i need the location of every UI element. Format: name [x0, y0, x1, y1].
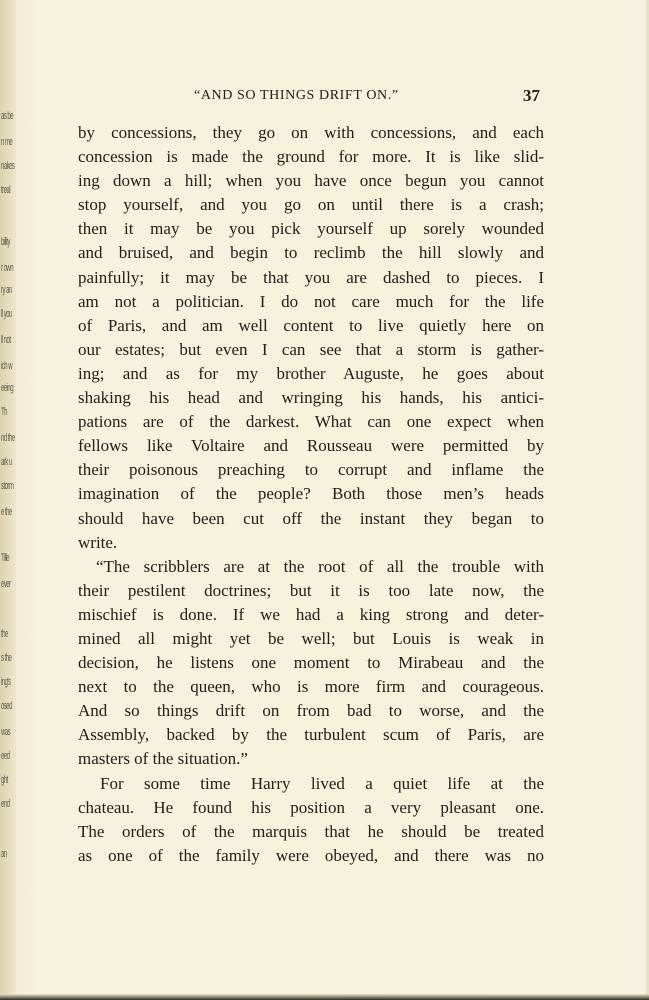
margin-fragment: ark u	[1, 456, 12, 468]
margin-fragment: was	[1, 726, 11, 738]
margin-fragment: Th	[1, 406, 7, 418]
margin-fragment: eeing	[1, 382, 14, 394]
margin-fragment: ll you	[1, 308, 12, 320]
margin-fragment: nd the	[1, 432, 15, 444]
text-line: should have been cut off the instant they began to	[78, 508, 544, 528]
margin-fragment: eed	[1, 750, 10, 762]
margin-fragment: ry an	[1, 284, 12, 296]
margin-fragment: ing's	[1, 676, 11, 688]
text-line: next to the queen, who is more firm and courageous.	[78, 677, 544, 697]
text-line: pations are of the darkest. What can one expect when	[78, 412, 544, 432]
text-line: painfully; it may be that you are dashed to pieces. I	[78, 267, 544, 287]
text-line: am not a politician. I do not care much for the life	[78, 291, 544, 311]
text-line: ing; and as for my brother Auguste, he goes about	[78, 363, 544, 383]
margin-fragment: r own	[1, 262, 14, 274]
page-bottom-edge	[0, 994, 649, 1000]
text-line: mined all might yet be well; but Louis is weak in	[78, 628, 544, 648]
margin-fragment: treal	[1, 184, 11, 196]
margin-fragment: n me	[1, 136, 13, 148]
text-line: then it may be you pick yourself up sorely wounded	[78, 219, 544, 239]
margin-fragment: e the	[1, 506, 12, 518]
text-line: and bruised, and begin to reclimb the hill slowly and	[78, 243, 544, 263]
text-line: Assembly, backed by the turbulent scum of Paris, are	[78, 725, 544, 745]
text-line: by concessions, they go on with concessions, and each	[78, 123, 544, 142]
text-line: decision, he listens one moment to Mirabeau and the	[78, 653, 544, 673]
text-line: imagination of the people? Both those men’s heads	[78, 484, 544, 504]
page-header	[194, 86, 544, 108]
margin-fragment: osed	[1, 700, 12, 712]
margin-fragment: storm	[1, 480, 14, 492]
text-line: their poisonous preaching to corrupt and inflame the	[78, 460, 544, 480]
margin-fragment: nakes	[1, 160, 15, 172]
margin-fragment: an	[1, 848, 7, 860]
text-line: our estates; but even I can see that a storm is gather-	[78, 339, 544, 359]
text-line: fellows like Voltaire and Rousseau were permitted by	[78, 436, 544, 456]
text-line: ing down a hill; when you have once begun you cannot	[78, 171, 544, 191]
text-line: And so things drift on from bad to worse, and the	[78, 701, 544, 721]
page-number: 37	[523, 86, 540, 105]
text-line: For some time Harry lived a quiet life at the	[100, 773, 544, 793]
text-line: as one of the family were obeyed, and there was no	[78, 845, 544, 865]
running-head: “AND SO THINGS DRIFT ON.”	[194, 88, 399, 103]
body-text	[78, 121, 544, 868]
text-line: their pestilent doctrines; but it is too late now, the	[78, 580, 544, 600]
text-line: concession is made the ground for more. It is like slid-	[78, 147, 544, 167]
margin-fragment: as be	[1, 110, 14, 122]
text-line: chateau. He found his position a very pleasant one.	[78, 797, 544, 817]
margin-fragment: end	[1, 798, 10, 810]
margin-fragment: s the	[1, 652, 12, 664]
text-line: “The scribblers are at the root of all the trouble with	[96, 556, 544, 576]
text-line: The orders of the marquis that he should be treated	[78, 821, 544, 841]
margin-fragment: ever	[1, 578, 11, 590]
text-line: shaking his head and wringing his hands, his antici-	[78, 388, 544, 408]
text-line: of Paris, and am well content to live quietly here on	[78, 315, 544, 335]
text-line: mischief is done. If we had a king strong and deter-	[78, 604, 544, 624]
margin-fragment: ght	[1, 774, 8, 786]
margin-fragment: ich w	[1, 360, 13, 372]
margin-fragment: Tille	[1, 552, 10, 564]
text-line: stop yourself, and you go on until there is a crash;	[78, 195, 544, 215]
text-line: write.	[78, 532, 118, 552]
margin-fragment: the	[1, 628, 8, 640]
text-line: masters of the situation.”	[78, 749, 248, 769]
margin-fragment: ll not	[1, 334, 11, 346]
margin-fragment: bility	[1, 236, 10, 248]
